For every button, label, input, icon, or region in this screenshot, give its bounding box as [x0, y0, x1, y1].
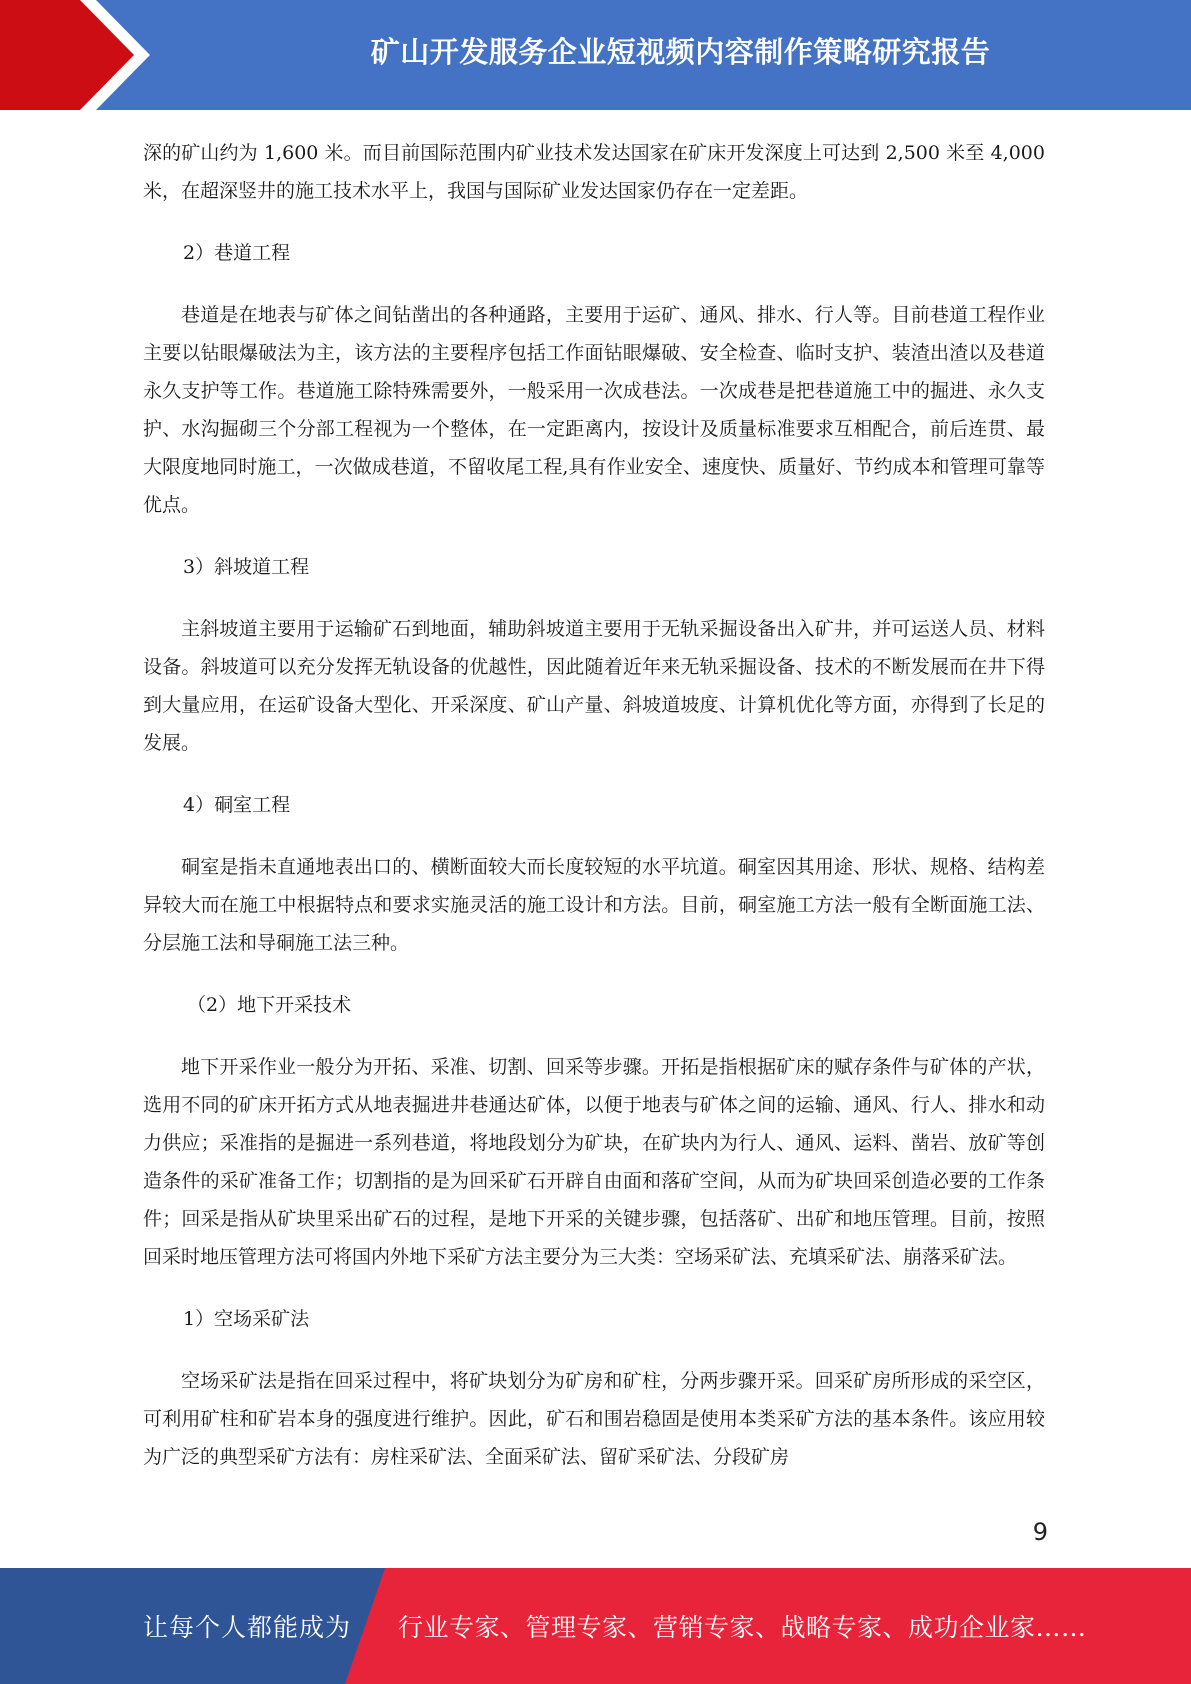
page-number: 9: [1032, 1518, 1048, 1546]
paragraph: 主斜坡道主要用于运输矿石到地面，辅助斜坡道主要用于无轨采掘设备出入矿井，并可运送人员、材料设备。斜坡道可以充分发挥无轨设备的优越性，因此随着近年来无轨采掘设备、技术的不断发展而在井下得到大量应用，在运矿设备大型化、开采深度、矿山产量、斜坡道坡度、计算机优化等方面，亦得到了长足的发展。: [143, 618, 1045, 754]
paragraph: 硐室是指未直通地表出口的、横断面较大而长度较短的水平坑道。硐室因其用途、形状、规格、结构差异较大而在施工中根据特点和要求实施灵活的施工设计和方法。目前，硐室施工方法一般有全断面施工法、分层施工法和导硐施工法三种。: [143, 856, 1045, 954]
document-body: [143, 134, 1045, 1500]
section-heading: 1）空场采矿法: [183, 1308, 310, 1330]
paragraph: 地下开采作业一般分为开拓、采准、切割、回采等步骤。开拓是指根据矿床的赋存条件与矿体的产状，选用不同的矿床开拓方式从地表掘进井巷通达矿体，以便于地表与矿体之间的运输、通风、行人、排水和动力供应；采准指的是掘进一系列巷道，将地段划分为矿块，在矿块内为行人、通风、运料、凿岩、放矿等创造条件的采矿准备工作；切割指的是为回采矿石开辟自由面和落矿空间，从而为矿块回采创造必要的工作条件；回采是指从矿块里采出矿石的过程，是地下开采的关键步骤，包括落矿、出矿和地压管理。目前，按照回采时地压管理方法可将国内外地下采矿方法主要分为三大类：空场采矿法、充填采矿法、崩落采矿法。: [143, 1056, 1045, 1268]
paragraph: 巷道是在地表与矿体之间钻凿出的各种通路，主要用于运矿、通风、排水、行人等。目前巷道工程作业主要以钻眼爆破法为主，该方法的主要程序包括工作面钻眼爆破、安全检查、临时支护、装渣出渣以及巷道永久支护等工作。巷道施工除特殊需要外，一般采用一次成巷法。一次成巷是把巷道施工中的掘进、永久支护、水沟掘砌三个分部工程视为一个整体，在一定距离内，按设计及质量标准要求互相配合，前后连贯、最大限度地同时施工，一次做成巷道，不留收尾工程,具有作业安全、速度快、质量好、节约成本和管理可靠等优点。: [143, 304, 1045, 516]
header-banner: [0, 0, 1191, 110]
section-heading: 4）硐室工程: [183, 794, 291, 816]
section-heading: （2）地下开采技术: [187, 994, 352, 1016]
red-arrow-shape: [0, 0, 150, 110]
footer-slogan-right: 行业专家、管理专家、营销专家、战略专家、成功企业家……: [398, 1613, 1087, 1642]
paragraph: 空场采矿法是指在回采过程中，将矿块划分为矿房和矿柱，分两步骤开采。回采矿房所形成的采空区，可利用矿柱和矿岩本身的强度进行维护。因此，矿石和围岩稳固是使用本类采矿方法的基本条件。该应用较为广泛的典型采矿方法有：房柱采矿法、全面采矿法、留矿采矿法、分段矿房: [143, 1370, 1045, 1468]
section-heading: 3）斜坡道工程: [183, 556, 310, 578]
section-heading: 2）巷道工程: [183, 242, 291, 264]
paragraph: 深的矿山约为 1,600 米。而目前国际范围内矿业技术发达国家在矿床开发深度上可达到 2,500 米至 4,000 米，在超深竖井的施工技术水平上，我国与国际矿业发达国家仍存在一定差距。: [143, 142, 1045, 202]
footer-slogan-left: 让每个人都能成为: [143, 1613, 352, 1642]
footer-banner: [0, 1568, 1191, 1684]
report-title: 矿山开发服务企业短视频内容制作策略研究报告: [370, 34, 991, 69]
